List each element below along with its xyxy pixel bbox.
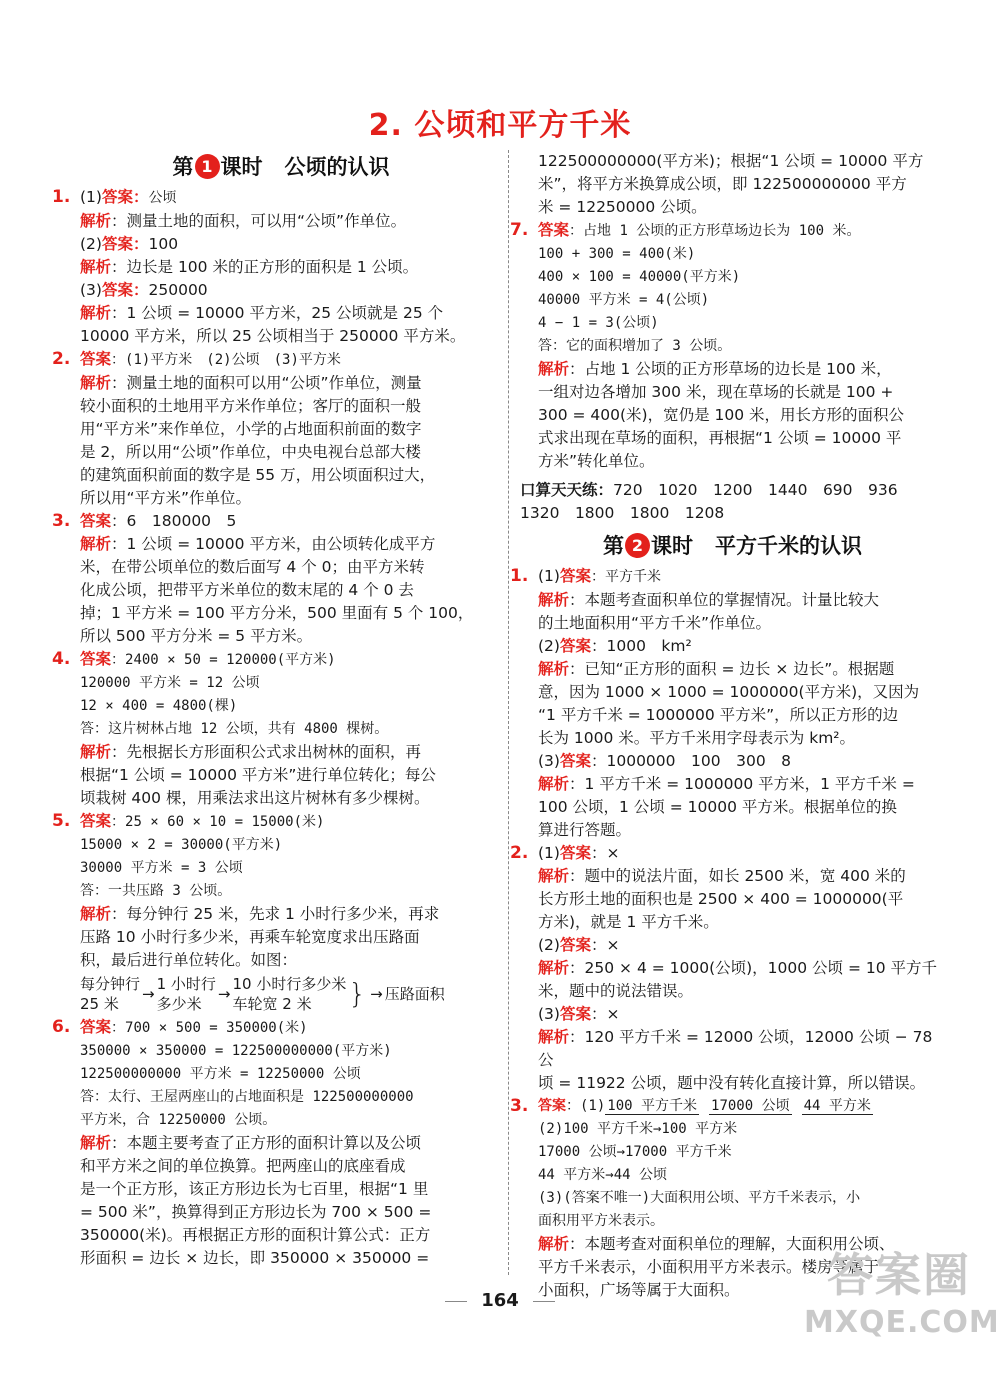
analysis-text: ：占地 1 公顷的正方形草场的边长是 100 米， — [569, 360, 892, 378]
analysis-text: 平方千米表示，小面积用平方米表示。楼房等属于 — [538, 1258, 880, 1276]
analysis-label: 解析 — [538, 1028, 570, 1046]
answer-value: ：2400 × 50 = 120000(平方米) — [111, 652, 336, 668]
analysis-text: 方米)，就是 1 平方千米。 — [538, 913, 719, 931]
analysis-text: 意，因为 1000 × 1000 = 1000000(平方米)，又因为 — [538, 683, 920, 701]
brace-icon: } — [348, 977, 367, 1010]
lesson-suffix: 课时 — [651, 534, 693, 558]
calc-line: 350000 × 350000 = 122500000000(平方米) — [80, 1043, 392, 1059]
answer-label: 答案 — [101, 281, 133, 299]
answer-label: 答案 — [559, 844, 591, 862]
analysis-line — [538, 358, 945, 381]
analysis-text: 和平方米之间的单位换算。把两座山的底座看成 — [80, 1157, 406, 1175]
answer-label: 答案 — [80, 650, 112, 668]
answer-label: 答案 — [538, 221, 570, 239]
analysis-text: 压路 10 小时行多少米，再乘车轮宽度求出压路面 — [80, 928, 420, 946]
analysis-text: ：测量土地的面积，可以用“公顷”作单位。 — [111, 212, 407, 230]
calc-line: (2)100 平方千米→100 平方米 — [538, 1121, 738, 1137]
analysis-text: 积，最后进行单位转化。如图： — [80, 951, 298, 969]
arrow-right-icon: → — [142, 984, 155, 1003]
analysis-label: 解析 — [80, 1134, 112, 1152]
calc-line: 4 − 1 = 3(公顷) — [538, 315, 659, 331]
left-column — [52, 150, 500, 1270]
analysis-text: ：1 公顷 = 10000 平方米，25 公顷就是 25 个 — [111, 304, 444, 322]
answer-label: 答案 — [101, 188, 133, 206]
analysis-text: 100 公顷，1 公顷 = 10000 平方米。根据单位的换 — [538, 798, 897, 816]
right-column — [510, 150, 945, 1302]
answer-label: 答案 — [80, 350, 112, 368]
flow-diagram — [80, 974, 500, 1014]
oral-practice — [520, 479, 945, 525]
flow-step-a-bottom: 25 米 — [80, 995, 119, 1013]
calc-line: (3)(答案不唯一)大面积用公顷、平方千米表示，小 — [538, 1190, 861, 1206]
answer-line: (2)答案：100 — [80, 235, 179, 253]
calc-line: 答：它的面积增加了 3 公顷。 — [538, 338, 732, 354]
analysis-line — [80, 1132, 500, 1155]
answer-value: ：1000 km² — [590, 637, 692, 655]
oral-values-row-1: 720 1020 1200 1440 690 936 — [613, 481, 898, 499]
answer-line — [538, 1095, 945, 1118]
analysis-text: ：题中的说法片面，如长 2500 米，宽 400 米的 — [569, 867, 906, 885]
analysis-label: 解析 — [538, 591, 570, 609]
flow-step-a-top: 每分钟行 — [80, 975, 141, 993]
question-number: 3. — [510, 1096, 529, 1116]
analysis-text: 顷 = 11922 公顷，题中没有转化直接计算，所以错误。 — [538, 1074, 926, 1092]
answer-value: ：× — [590, 844, 620, 862]
answer-value: ：(1)平方米 (2)公顷 (3)平方米 — [111, 352, 341, 368]
lesson-prefix: 第 — [172, 155, 194, 179]
watermark — [804, 1245, 1000, 1365]
analysis-line — [538, 1026, 945, 1072]
analysis-text: ：250 × 4 = 1000(公顷)，1000 公顷 = 10 平方千 — [569, 959, 938, 977]
watermark-bottom: MXQE.COM — [804, 1305, 1000, 1340]
answer-line — [538, 219, 945, 243]
lesson-number-badge: 1 — [195, 154, 220, 179]
analysis-text: 长方形土地的面积也是 2500 × 400 = 1000000(平 — [538, 890, 904, 908]
calc-line: 122500000000 平方米 = 12250000 公顷 — [80, 1066, 361, 1082]
analysis-label: 解析 — [80, 743, 112, 761]
analysis-label: 解析 — [80, 304, 112, 322]
page-title: 2. 公顷和平方千米 — [368, 108, 632, 143]
calc-line: 答：一共压路 3 公顷。 — [80, 883, 232, 899]
calc-line: 平方米，合 12250000 公顷。 — [80, 1112, 277, 1128]
question-number: 1. — [510, 566, 529, 586]
column-divider — [508, 150, 509, 1275]
analysis-text: 350000(米)。再根据正方形的面积计算公式：正方 — [80, 1226, 431, 1244]
lesson-number-badge: 2 — [625, 533, 650, 558]
answer-value: ：6 180000 5 — [111, 512, 237, 530]
part-tag: (3) — [538, 1005, 560, 1023]
analysis-line — [80, 372, 500, 395]
answer-line — [538, 934, 945, 957]
answer-value: ：占地 1 公顷的正方形草场边长为 100 米。 — [569, 223, 861, 239]
flow-step-c-top: 10 小时行多少米 — [232, 975, 347, 993]
answer-label: 答案 — [80, 512, 112, 530]
answer-label: 答案 — [80, 812, 112, 830]
analysis-label: 解析 — [538, 660, 570, 678]
question-6 — [52, 1016, 500, 1270]
analysis-text: ：1 平方千米 = 1000000 平方米，1 平方千米 = — [569, 775, 915, 793]
flow-result: 压路面积 — [384, 984, 445, 1003]
analysis-text: ：每分钟行 25 米，先求 1 小时行多少米，再求 — [111, 905, 440, 923]
analysis-line — [538, 658, 945, 681]
analysis-text: 的建筑面积前面的数字是 55 万，用公顷面积过大， — [80, 466, 436, 484]
analysis-line — [538, 865, 945, 888]
analysis-text: 较小面积的土地用平方米作单位；客厅的面积一般 — [80, 397, 422, 415]
analysis-text: ：1 公顷 = 10000 平方米，由公顷转化成平方 — [111, 535, 436, 553]
answer-value: ：1000000 100 300 8 — [590, 752, 792, 770]
question-2 — [52, 348, 500, 510]
analysis-text: = 500 米”，换算得到正方形边长为 700 × 500 = — [80, 1203, 432, 1221]
answer-line — [538, 635, 945, 658]
part-tag: (2) — [538, 637, 560, 655]
analysis-label: 解析 — [538, 775, 570, 793]
lesson-topic: 公顷的认识 — [284, 155, 390, 179]
calc-line: 15000 × 2 = 30000(平方米) — [80, 837, 283, 853]
analysis-text: ：本题考查对面积单位的理解，大面积用公顷、 — [569, 1235, 895, 1253]
answer-line — [538, 750, 945, 773]
flow-step-b-top: 1 小时行 — [156, 975, 216, 993]
answer-line — [538, 565, 945, 589]
part-tag: (3) — [80, 281, 102, 299]
analysis-text: 一组对边各增加 300 米，现在草场的长就是 100 + — [538, 383, 894, 401]
analysis-text: 所以 500 平方分米 = 5 平方米。 — [80, 627, 313, 645]
analysis-text: ：120 平方千米 = 12000 公顷，12000 公顷 − 78 公 — [538, 1028, 933, 1069]
calc-line: 答：太行、王屋两座山的占地面积是 122500000000 — [80, 1089, 414, 1105]
analysis-label: 解析 — [538, 1235, 570, 1253]
analysis-text: 所以用“平方米”作单位。 — [80, 489, 252, 507]
analysis-text: 小面积，广场等属于大面积。 — [538, 1281, 740, 1299]
calc-line: 400 × 100 = 40000(平方米) — [538, 269, 741, 285]
flow-step-c-bottom: 车轮宽 2 米 — [232, 995, 312, 1013]
lesson-1-heading — [62, 152, 500, 182]
answer-line — [80, 648, 500, 672]
analysis-text: ：边长是 100 米的正方形的面积是 1 公顷。 — [111, 258, 419, 276]
calc-line: 17000 公顷→17000 平方千米 — [538, 1144, 732, 1160]
part-tag: ：(1) — [566, 1098, 606, 1114]
answer-value: ：700 × 500 = 350000(米) — [111, 1020, 308, 1036]
calc-line: 44 平方米→44 公顷 — [538, 1167, 668, 1183]
lesson-2-heading — [520, 531, 945, 561]
analysis-text: 米，题中的说法错误。 — [538, 982, 694, 1000]
analysis-label: 解析 — [80, 212, 112, 230]
answer-line — [80, 810, 500, 834]
analysis-text: 根据“1 公顷 = 10000 平方米”进行单位转化；每公 — [80, 766, 436, 784]
oral-label: 口算天天练： — [520, 481, 614, 499]
analysis-text: 是一个正方形，该正方形边长为七百里，根据“1 里 — [80, 1180, 429, 1198]
analysis-text: 顷栽树 400 棵，用乘法求出这片树林有多少棵树。 — [80, 789, 430, 807]
analysis-line — [80, 741, 500, 764]
analysis-text: 米，在带公顷单位的数后面写 4 个 0；由平方米转 — [80, 558, 425, 576]
answer-value: 100 — [148, 235, 179, 253]
arrow-right-icon: → — [217, 984, 231, 1003]
analysis-text: 方米”转化单位。 — [538, 452, 655, 470]
calc-line: 12 × 400 = 4800(棵) — [80, 698, 238, 714]
analysis-line — [80, 256, 500, 279]
analysis-line — [538, 773, 945, 796]
answer-value: ：× — [590, 936, 620, 954]
question-1 — [52, 186, 500, 348]
analysis-line — [80, 533, 500, 556]
watermark-top: 答案圈 — [827, 1248, 971, 1302]
underlined-answer: 17000 公顷 — [711, 1098, 790, 1114]
answer-line — [538, 842, 945, 865]
answer-line — [538, 1003, 945, 1026]
analysis-label: 解析 — [80, 535, 112, 553]
calc-line: 120000 平方米 = 12 公顷 — [80, 675, 260, 691]
analysis-text: ：本题考查面积单位的掌握情况。计量比较大 — [569, 591, 880, 609]
part-tag: (2) — [538, 936, 560, 954]
analysis-label: 解析 — [80, 905, 112, 923]
analysis-label: 解析 — [80, 258, 112, 276]
analysis-text: 的土地面积用“平方千米”作单位。 — [538, 614, 772, 632]
calc-line: 30000 平方米 = 3 公顷 — [80, 860, 243, 876]
page-number-text: 164 — [481, 1290, 519, 1311]
analysis-line — [538, 589, 945, 612]
underlined-answer: 100 平方千米 — [607, 1098, 698, 1114]
answer-label: 答案 — [559, 637, 591, 655]
analysis-line — [80, 302, 500, 325]
analysis-text: 式求出现在草场的面积，再根据“1 公顷 = 10000 平 — [538, 429, 902, 447]
answer-value: ：× — [590, 1005, 620, 1023]
flow-step-b-bottom: 多少米 — [156, 995, 202, 1013]
answer-label: 答案 — [559, 567, 591, 585]
analysis-text: 算进行答题。 — [538, 821, 632, 839]
calc-line: 100 + 300 = 400(米) — [538, 246, 696, 262]
question-number: 1. — [52, 187, 71, 207]
part-tag: (1) — [538, 567, 560, 585]
answer-label: 答案 — [101, 235, 133, 253]
analysis-text: 122500000000(平方米)；根据“1 公顷 = 10000 平方 — [538, 152, 924, 170]
analysis-text: 米”，将平方米换算成公顷，即 122500000000 平方 — [538, 175, 907, 193]
analysis-label: 解析 — [80, 374, 112, 392]
lesson-suffix: 课时 — [220, 155, 263, 179]
question-number: 2. — [52, 349, 71, 369]
question-number: 2. — [510, 843, 529, 863]
analysis-text: 300 = 400(米)，宽仍是 100 米，用长方形的面积公 — [538, 406, 905, 424]
analysis-text: 米 = 12250000 公顷。 — [538, 198, 707, 216]
answer-value: 250000 — [148, 281, 208, 299]
answer-value: ：平方千米 — [590, 569, 661, 585]
analysis-label: 解析 — [538, 959, 570, 977]
calc-line: 答：这片树林占地 12 公顷，共有 4800 棵树。 — [80, 721, 389, 737]
question-5 — [52, 810, 500, 1014]
analysis-label: 解析 — [538, 360, 570, 378]
analysis-text: ：测量土地的面积可以用“公顷”作单位，测量 — [111, 374, 422, 392]
answer-label: 答案 — [80, 1018, 112, 1036]
question-6-continued — [520, 150, 945, 219]
part-tag: (1) — [538, 844, 560, 862]
analysis-line — [80, 903, 500, 926]
question-7 — [510, 219, 945, 473]
answer-line: (1)答案：公顷 — [80, 188, 177, 206]
analysis-text: 用“平方米”来作单位，小学的占地面积前面的数字 — [80, 420, 422, 438]
answer-label: 答案 — [538, 1098, 566, 1114]
question-number: 5. — [52, 811, 71, 831]
part-tag: (3) — [538, 752, 560, 770]
answer-label: 答案 — [559, 936, 591, 954]
answer-label: 答案 — [559, 752, 591, 770]
analysis-text: “1 平方千米 = 1000000 平方米”，所以正方形的边 — [538, 706, 899, 724]
analysis-text: 是 2，所以用“公顷”作单位，中央电视台总部大楼 — [80, 443, 421, 461]
part-tag: (1) — [80, 188, 102, 206]
analysis-text: 化成公顷，把带平方米单位的数末尾的 4 个 0 去 — [80, 581, 414, 599]
question-number: 3. — [52, 511, 71, 531]
analysis-text: ：本题主要考查了正方形的面积计算以及公顷 — [111, 1134, 422, 1152]
answer-value: ：25 × 60 × 10 = 15000(米) — [111, 814, 325, 830]
analysis-text: ：先根据长方形面积公式求出树林的面积，再 — [111, 743, 422, 761]
answer-label: 答案 — [559, 1005, 591, 1023]
answer-line — [80, 510, 500, 533]
analysis-text: 10000 平方米，所以 25 公顷相当于 250000 平方米。 — [80, 327, 466, 345]
lesson-topic: 平方千米的认识 — [715, 534, 862, 558]
analysis-text: ：已知“正方形的面积 = 边长 × 边长”。根据题 — [569, 660, 895, 678]
answer-line: (3)答案：250000 — [80, 281, 208, 299]
question-number: 6. — [52, 1017, 71, 1037]
part-tag: (2) — [80, 235, 102, 253]
calc-line: 40000 平方米 = 4(公顷) — [538, 292, 710, 308]
lesson2-question-1 — [510, 565, 945, 842]
analysis-text: 掉；1 平方米 = 100 平方分米，500 里面有 5 个 100， — [80, 604, 474, 622]
question-number: 4. — [52, 649, 71, 669]
answer-value: 公顷 — [148, 190, 177, 206]
answer-line — [80, 1016, 500, 1040]
question-3 — [52, 510, 500, 648]
question-number: 7. — [510, 220, 529, 240]
arrow-right-icon: → — [370, 984, 383, 1003]
oral-values-row-2: 1320 1800 1800 1208 — [520, 504, 725, 522]
question-4 — [52, 648, 500, 810]
analysis-line — [80, 210, 500, 233]
lesson2-question-2 — [510, 842, 945, 1095]
underlined-answer: 44 平方米 — [803, 1098, 871, 1114]
lesson-prefix: 第 — [603, 534, 624, 558]
analysis-text: 长为 1000 米。平方千米用字母表示为 km²。 — [538, 729, 856, 747]
analysis-text: 形面积 = 边长 × 边长，即 350000 × 350000 = — [80, 1249, 430, 1267]
answer-line — [80, 348, 500, 372]
analysis-label: 解析 — [538, 867, 570, 885]
analysis-line — [538, 957, 945, 980]
calc-line: 面积用平方米表示。 — [538, 1213, 664, 1229]
